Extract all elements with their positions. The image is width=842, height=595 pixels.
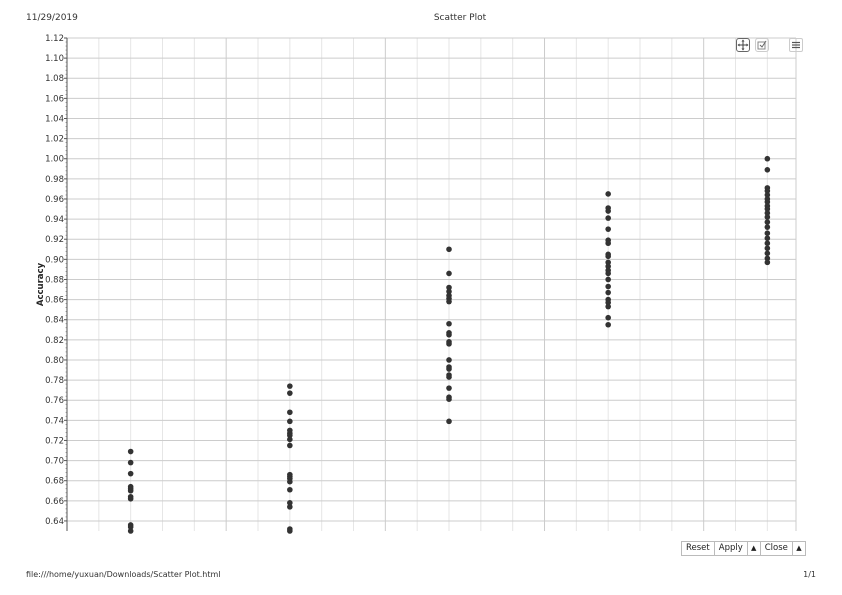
data-point xyxy=(765,251,771,257)
y-tick-label: 0.86 xyxy=(45,295,64,306)
data-point xyxy=(446,332,452,338)
data-point xyxy=(605,322,611,328)
data-point xyxy=(765,167,771,173)
data-point xyxy=(605,290,611,296)
y-tick-label: 0.90 xyxy=(45,255,64,266)
collapse-arrow-icon[interactable]: ▲ xyxy=(747,541,761,556)
data-point xyxy=(605,271,611,277)
data-point xyxy=(765,235,771,241)
data-point xyxy=(765,260,771,266)
page-number: 1/1 xyxy=(803,570,816,579)
data-point xyxy=(765,214,771,220)
data-point xyxy=(287,479,293,485)
y-tick-label: 0.72 xyxy=(45,436,64,447)
data-point xyxy=(605,304,611,310)
y-axis-title: Accuracy xyxy=(36,262,46,307)
data-point xyxy=(605,315,611,321)
y-tick-label: 0.76 xyxy=(45,396,64,407)
y-tick-label: 0.70 xyxy=(45,456,64,467)
data-point xyxy=(287,383,293,389)
data-point xyxy=(605,226,611,232)
y-tick-label: 1.00 xyxy=(45,154,64,165)
data-point xyxy=(446,357,452,363)
data-point xyxy=(446,396,452,402)
y-tick-label: 0.66 xyxy=(45,496,64,507)
data-point xyxy=(446,299,452,305)
data-point xyxy=(128,460,134,466)
data-point xyxy=(765,230,771,236)
reset-button[interactable]: Reset xyxy=(681,541,715,556)
data-point xyxy=(605,254,611,260)
data-point xyxy=(128,496,134,502)
data-point xyxy=(287,437,293,443)
expand-arrow-icon[interactable]: ▲ xyxy=(792,541,806,556)
footer-url: file:///home/yuxuan/Downloads/Scatter Plot.html xyxy=(26,570,221,579)
y-tick-label: 0.98 xyxy=(45,174,64,185)
data-point xyxy=(605,191,611,197)
data-point xyxy=(128,471,134,477)
y-tick-label: 0.78 xyxy=(45,376,64,387)
print-date: 11/29/2019 xyxy=(26,13,78,23)
y-tick-label: 1.10 xyxy=(45,54,64,65)
data-point xyxy=(765,219,771,225)
data-point xyxy=(287,528,293,534)
close-button[interactable]: Close xyxy=(760,541,793,556)
y-tick-label: 1.12 xyxy=(45,34,64,44)
data-point xyxy=(287,504,293,510)
data-point xyxy=(446,246,452,252)
y-tick-label: 0.64 xyxy=(45,516,64,527)
data-point xyxy=(446,385,452,391)
data-point xyxy=(446,271,452,277)
pan-tool-icon[interactable] xyxy=(736,38,750,52)
data-point xyxy=(287,409,293,415)
y-tick-label: 0.68 xyxy=(45,476,64,487)
y-tick-label: 0.92 xyxy=(45,235,64,246)
data-point xyxy=(128,449,134,455)
y-tick-label: 0.82 xyxy=(45,335,64,346)
data-point xyxy=(765,224,771,230)
box-select-icon[interactable] xyxy=(755,38,769,52)
data-point xyxy=(605,208,611,214)
data-point xyxy=(605,240,611,246)
data-point xyxy=(446,374,452,380)
data-point xyxy=(287,443,293,449)
apply-button[interactable]: Apply xyxy=(714,541,748,556)
y-tick-label: 1.04 xyxy=(45,114,64,125)
data-point xyxy=(446,366,452,372)
data-point xyxy=(128,488,134,494)
data-point xyxy=(765,245,771,251)
data-point xyxy=(765,240,771,246)
data-point xyxy=(446,419,452,425)
y-tick-label: 0.80 xyxy=(45,355,64,366)
chart-controls xyxy=(682,541,806,556)
data-point xyxy=(605,215,611,221)
y-tick-label: 0.96 xyxy=(45,194,64,205)
data-point xyxy=(128,528,134,534)
page-title: Scatter Plot xyxy=(433,13,487,23)
y-tick-label: 1.06 xyxy=(45,94,64,105)
data-point xyxy=(605,284,611,290)
data-point xyxy=(446,341,452,347)
data-point xyxy=(605,277,611,283)
data-point xyxy=(287,487,293,493)
data-point xyxy=(287,419,293,425)
y-tick-label: 0.74 xyxy=(45,416,64,427)
menu-icon[interactable] xyxy=(789,38,803,52)
data-point xyxy=(287,390,293,396)
y-tick-label: 0.94 xyxy=(45,215,64,226)
y-tick-label: 0.88 xyxy=(45,275,64,286)
data-point xyxy=(765,156,771,162)
y-tick-label: 0.84 xyxy=(45,315,64,326)
y-tick-label: 1.08 xyxy=(45,74,64,85)
data-point xyxy=(446,321,452,327)
y-tick-label: 1.02 xyxy=(45,134,64,145)
